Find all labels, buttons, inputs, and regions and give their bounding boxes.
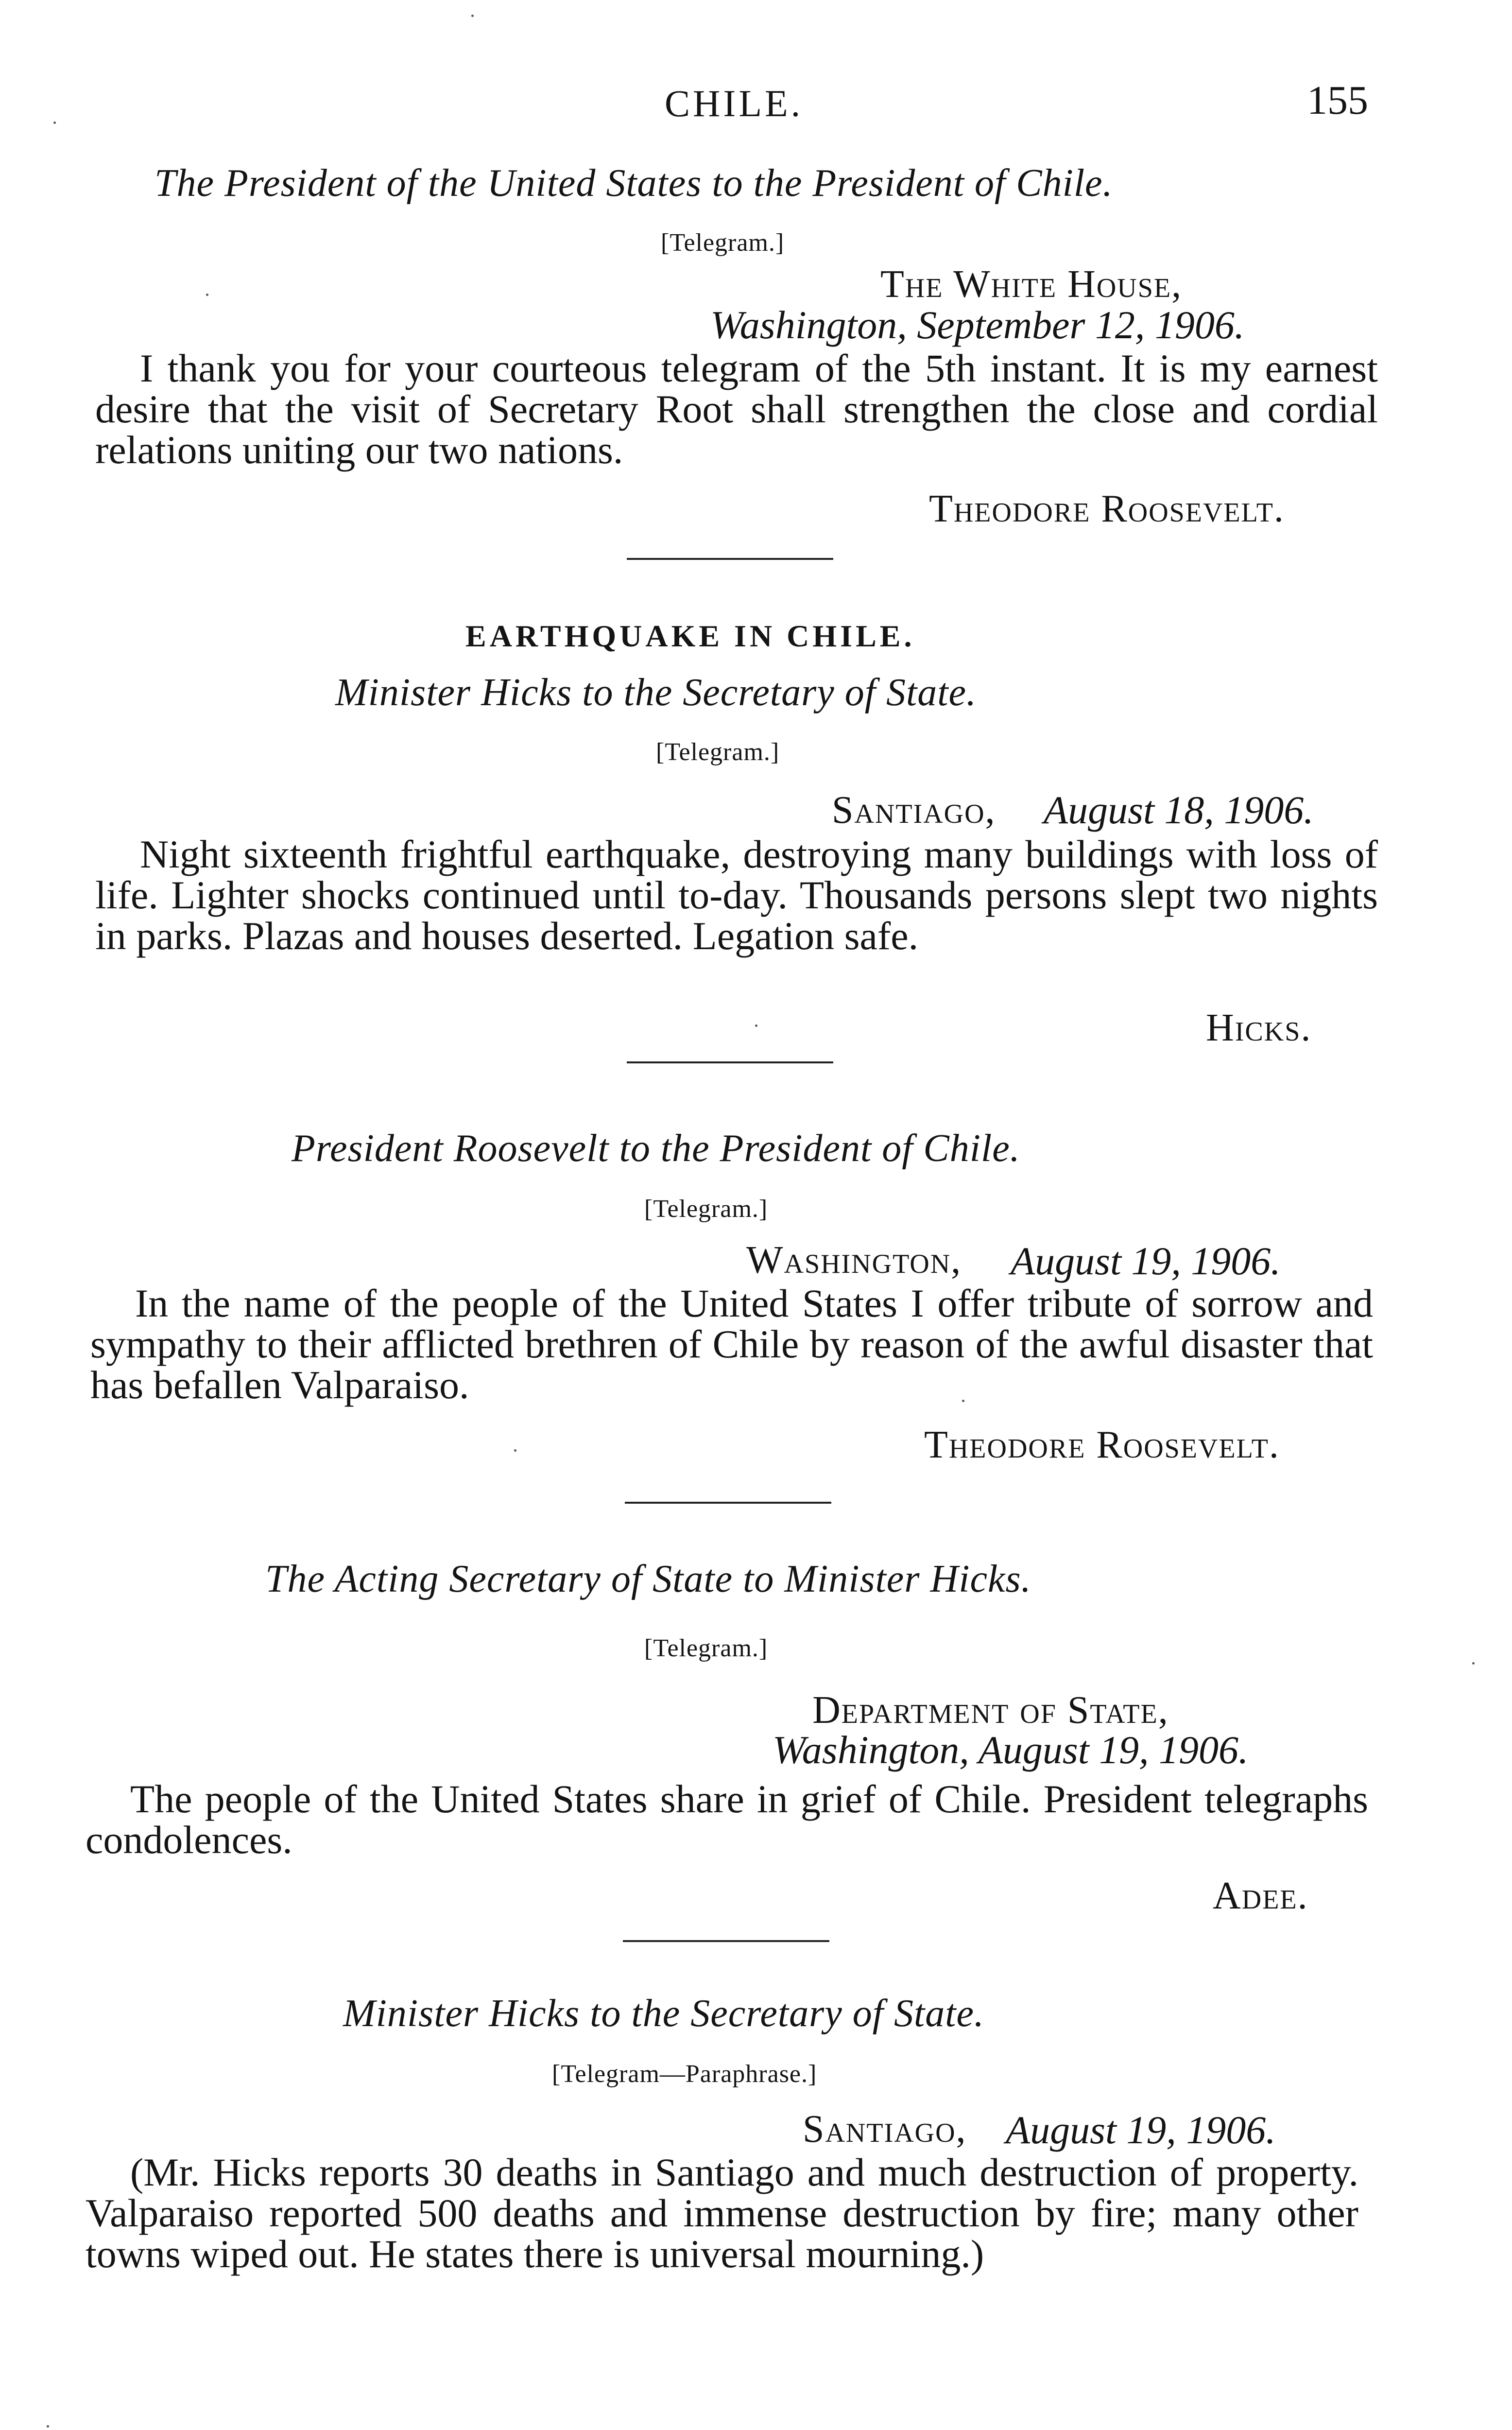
letter-4-place: Department of State, xyxy=(812,1689,1169,1732)
letter-2-date: August 18, 1906. xyxy=(1044,788,1314,832)
scan-speck xyxy=(755,1024,757,1027)
letter-2-note: [Telegram.] xyxy=(656,738,780,766)
letter-1-paragraph: I thank you for your courteous telegram of the 5th instant. It is my earnest desire that the visit of Secretary Root shall strengthen the close and cordial relations uniting our two nations. xyxy=(95,346,1378,472)
running-head: CHILE. xyxy=(665,82,804,124)
scan-speck xyxy=(962,1400,964,1402)
letter-5-body xyxy=(86,2152,1358,2274)
page-number: 155 xyxy=(1307,78,1368,123)
letter-4-title: The Acting Secretary of State to Minister Hicks. xyxy=(265,1558,1031,1600)
letter-5-note: [Telegram—Paraphrase.] xyxy=(552,2060,817,2088)
letter-3-date: August 19, 1906. xyxy=(1011,1239,1281,1283)
letter-4-note: [Telegram.] xyxy=(644,1634,768,1662)
separator-rule xyxy=(627,1061,833,1063)
scan-speck xyxy=(47,2425,49,2428)
letter-4-date: Washington, August 19, 1906. xyxy=(773,1728,1249,1772)
scan-speck xyxy=(206,294,208,296)
letter-2-paragraph: Night sixteenth frightful earthquake, destroying many buildings with loss of life. Lighter shocks continued until to-day. Thousands persons slept two nights in parks. Plazas and houses deserted. Legation safe. xyxy=(95,832,1378,958)
separator-rule xyxy=(625,1502,831,1504)
letter-5-date: August 19, 1906. xyxy=(1006,2108,1276,2152)
letter-4-signature: Adee. xyxy=(1213,1875,1308,1917)
letter-1-signature: Theodore Roosevelt. xyxy=(929,487,1285,530)
letter-5-title: Minister Hicks to the Secretary of State. xyxy=(343,1992,984,2035)
scan-speck xyxy=(1472,1662,1475,1665)
letter-3-body xyxy=(90,1283,1373,1406)
letter-2-title: Minister Hicks to the Secretary of State. xyxy=(335,671,977,714)
separator-rule xyxy=(627,558,833,560)
letter-1-title: The President of the United States to the President of Chile. xyxy=(155,162,1113,205)
letter-4-body xyxy=(86,1779,1368,1860)
letter-3-title: President Roosevelt to the President of Chile. xyxy=(292,1127,1020,1170)
letter-2-signature: Hicks. xyxy=(1206,1007,1312,1049)
letter-1-place: The White House, xyxy=(880,263,1183,306)
letter-3-signature: Theodore Roosevelt. xyxy=(924,1423,1280,1466)
letter-3-place: Washington, xyxy=(746,1239,962,1282)
letter-1-note: [Telegram.] xyxy=(661,229,785,257)
letter-2-place: Santiago, xyxy=(832,789,996,832)
letter-5-paragraph: (Mr. Hicks reports 30 deaths in Santiago and much destruction of property. Valparaiso reported 500 deaths and immense destruction by fire; many other towns wiped out. He states there is universal mourning.) xyxy=(86,2150,1358,2276)
section-heading: EARTHQUAKE IN CHILE. xyxy=(465,619,915,653)
letter-2-body xyxy=(95,834,1378,956)
separator-rule xyxy=(623,1940,829,1942)
letter-3-paragraph: In the name of the people of the United States I offer tribute of sorrow and sympathy to their afflicted brethren of Chile by reason of the awful disaster that has befallen Valparaiso. xyxy=(90,1281,1373,1407)
letter-4-paragraph: The people of the United States share in grief of Chile. President telegraphs condolences. xyxy=(86,1777,1368,1862)
letter-1-date: Washington, September 12, 1906. xyxy=(710,303,1245,347)
scan-speck xyxy=(514,1449,516,1452)
letter-3-note: [Telegram.] xyxy=(644,1195,768,1223)
letter-5-place: Santiago, xyxy=(803,2108,967,2151)
letter-1-body xyxy=(95,348,1378,470)
scan-speck xyxy=(53,122,56,124)
scan-speck xyxy=(471,15,474,17)
